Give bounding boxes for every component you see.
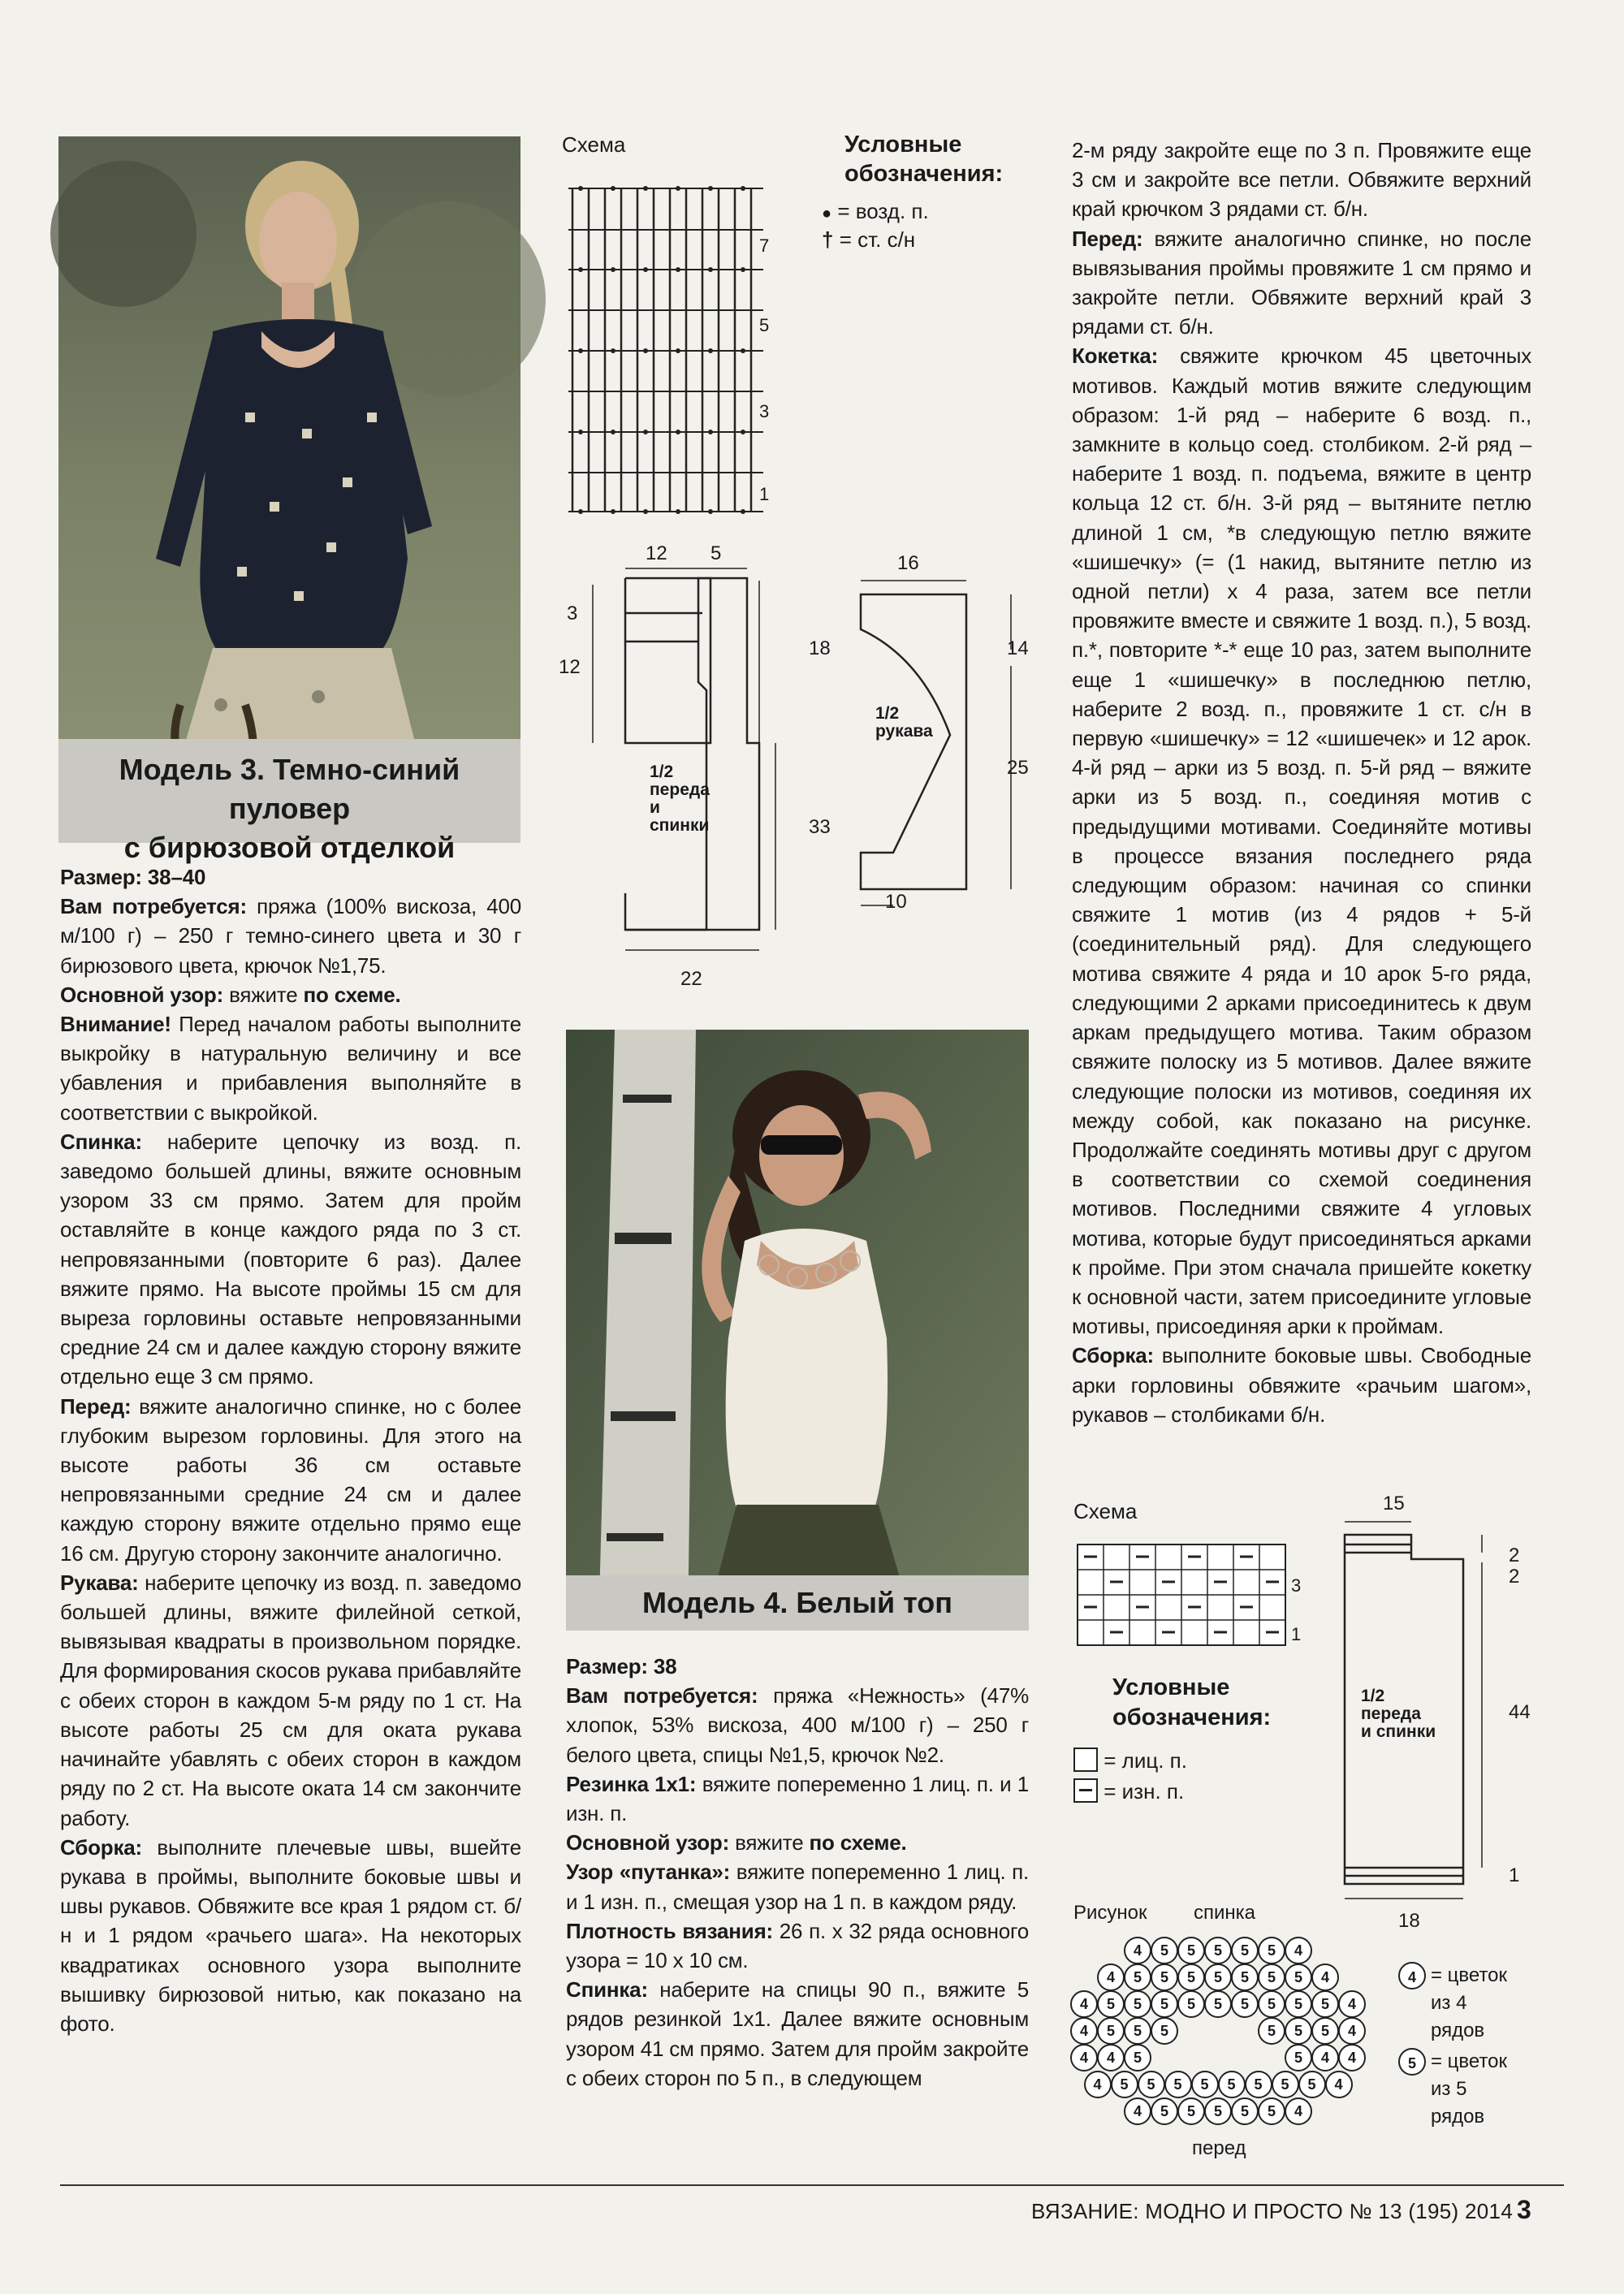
motif-4-circle: 4 <box>1311 1964 1339 1991</box>
model4-density-text: 26 п. х 32 ряда основного узора = 10 х 10 см. <box>566 1918 1029 1973</box>
motif-5-circle: 5 <box>1097 1990 1125 2018</box>
drawing-bottom: перед <box>1192 2137 1246 2159</box>
col3-yoke-label: Кокетка: <box>1072 343 1159 369</box>
motif-5-circle: 5 <box>1177 2097 1205 2125</box>
motif-5-circle: 5 <box>1151 1990 1178 2018</box>
motif-5-circle: 5 <box>1177 1990 1205 2018</box>
pattern1-drawing <box>560 536 1064 991</box>
model4-back <box>566 1975 1029 2093</box>
motif-4-icon: 4 <box>1398 1962 1426 1989</box>
motif-5-circle: 5 <box>1151 1964 1178 1991</box>
scheme2-dim-2a: 2 <box>1509 1544 1520 1566</box>
col3-assembly-label: Сборка: <box>1072 1343 1154 1368</box>
scheme1-title: Схема <box>562 132 626 157</box>
model4-tangle <box>566 1857 1029 1916</box>
model3-front-text: вяжите аналогично спинке, но с более глубоким вырезом горловины. Для этого на высоте работы 36 см оставьте непровязанными средние 24 см и далее каждую сторону вяжите отдельно прямо еще 16 см. Другую сторону закончите аналогично. <box>60 1393 521 1566</box>
motif-4-circle: 4 <box>1124 2097 1151 2125</box>
legend4-text3: рядов <box>1431 2020 1485 2041</box>
motif-4-circle: 4 <box>1338 1990 1366 2018</box>
scheme2-dim-18: 18 <box>1398 1910 1420 1932</box>
motif-5-circle: 5 <box>1218 2071 1246 2098</box>
motif-5-circle: 5 <box>1204 1964 1232 1991</box>
pattern2-body-label <box>1361 1687 1436 1741</box>
scheme2-legend-title1: Условные <box>1112 1674 1230 1700</box>
model3-size <box>60 862 521 892</box>
column-2 <box>566 1652 1029 2093</box>
legend5-text2: из 5 <box>1431 2078 1467 2100</box>
scheme1-legend-title2: обозначения: <box>844 161 1004 187</box>
motif-5-circle: 5 <box>1272 2071 1299 2098</box>
pattern1-sleeve-l2: рукава <box>875 722 933 741</box>
model4-back-label: Спинка: <box>566 1977 648 2002</box>
model4-density-label: Плотность вязания: <box>566 1918 773 1943</box>
pattern1-dim-25: 25 <box>1007 757 1029 779</box>
motif-5-circle: 5 <box>1258 1990 1285 2018</box>
pattern1-dim-33: 33 <box>809 816 831 838</box>
purl-box-icon <box>1073 1778 1098 1803</box>
legend4-text1: = цветок <box>1431 1964 1508 1986</box>
model4-pattern-bold: по схеме. <box>809 1830 907 1856</box>
scheme1-legend-title1: Условные <box>844 132 962 158</box>
model4-photo-image <box>566 1030 1029 1631</box>
motif-5-circle: 5 <box>1204 1937 1232 1964</box>
model4-pattern <box>566 1828 1029 1857</box>
motif-5-circle: 5 <box>1151 2017 1178 2045</box>
drawing-title-left: Рисунок <box>1073 1902 1147 1924</box>
pattern1-sleeve-l1: 1/2 <box>875 704 900 723</box>
legend5-text3: рядов <box>1431 2106 1485 2128</box>
scheme2-row-3: 3 <box>1291 1575 1302 1596</box>
model4-density <box>566 1916 1029 1975</box>
motif-5-circle: 5 <box>1285 1990 1312 2018</box>
column-1 <box>60 862 521 2038</box>
pattern2-body-l2: переда <box>1361 1704 1421 1723</box>
pattern1-sleeve-label <box>875 705 933 741</box>
pattern1-dim-22: 22 <box>680 968 702 990</box>
model3-back <box>60 1127 521 1392</box>
drawing-title-right: спинка <box>1194 1902 1256 1924</box>
model4-caption: Модель 4. Белый топ <box>566 1575 1029 1631</box>
col3-yoke <box>1072 341 1531 1341</box>
model3-pattern-bold: по схеме. <box>303 982 401 1007</box>
model3-size-value: 38–40 <box>147 865 206 889</box>
pattern1-body-l3: и <box>650 798 660 817</box>
model3-back-text: наберите цепочку из возд. п. заведомо большей длины, вяжите основным узором 33 см прямо. Затем для пройм оставляйте в конце каждого ряда по 3 ст. непровязанными (повторите 6 раз). Далее вяжите прямо. На высоте проймы 15 см для выреза горловины оставьте непровязанными средние 24 см и далее каждую сторону вяжите отдельно еще 3 см прямо. <box>60 1129 521 1389</box>
motif-5-circle: 5 <box>1231 1937 1259 1964</box>
legend-4 <box>1398 1962 1507 2045</box>
model3-front-label: Перед: <box>60 1393 132 1419</box>
pattern1-body-l4: спинки <box>650 816 710 835</box>
motif-5-circle: 5 <box>1258 2017 1285 2045</box>
model4-need-text: пряжа «Нежность» (47% хлопок, 53% вискоза, 400 м/100 г) – 250 г белого цвета, спицы №1,5, крючок №2. <box>566 1683 1030 1767</box>
motif-5-circle: 5 <box>1311 2017 1339 2045</box>
model4-rib <box>566 1769 1029 1828</box>
scheme2-row-1: 1 <box>1291 1624 1302 1644</box>
model3-size-label: Размер: <box>60 865 142 889</box>
motif-5-circle: 5 <box>1151 2097 1178 2125</box>
motif-4-circle: 4 <box>1285 2097 1312 2125</box>
motif-4-circle: 4 <box>1070 2017 1098 2045</box>
model4-photo <box>566 1030 1029 1631</box>
col3-front <box>1072 224 1531 342</box>
col3-yoke-text: свяжите крючком 45 цветочных мотивов. Каждый мотив вяжите следующим образом: 1-й ряд – наберите 6 возд. п., замкните в кольцо соед. столбиком. 2-й ряд – наберите 1 возд. п. подъема, вяжите в центр кольца 12 ст. б/н. 3-й ряд – вытяните петлю длиной 1 см, *в следующую петлю вяжите «шишечку» (= (1 накид, вытяните петлю из одной петли) х 4 раза, затем все петли провяжите вместе и свяжите 1 возд. п.), 5 возд. п.*, повторите *-* еще 10 раз, затем выполните еще 1 «шишечку» в последнюю петлю, наберите 2 возд. п., провяжите 1 ст. с/н в первую «шишечку» = 12 «шишечек» и 12 арок. 4-й ряд – арки из 5 возд. п. 5-й ряд – вяжите арки из 5 возд. п., соединяя мотив с предыдущими мотивами. Соединяйте мотивы в процессе вязания последнего ряда следующим образом: начиная со спинки свяжите 1 мотив (из 4 рядов + 5-й (соединительный ряд). Для следующего мотива свяжите 4 ряда и 10 арок 5-го ряда, следующими 2 арками присоединитесь к двум аркам предыдущего мотива. Таким образом свяжите полоску из 5 мотивов. Далее вяжите следующие полоски из мотивов, соединяя их между собой, как показано на рисунке. Продолжайте соединять мотивы друг с другом в соответствии со схемой соединения мотивов. Последними свяжите 4 угловых мотива, которые будут присоединяться арками к пройме. При этом сначала пришейте кокетку к основной части, затем присоедините угловые мотивы, присоединяя арки к проймам. <box>1072 343 1531 1339</box>
pattern1-dim-5: 5 <box>710 542 722 564</box>
motif-5-circle: 5 <box>1097 2017 1125 2045</box>
col3-front-text: вяжите аналогично спинке, но после вывязывания проймы провяжите 1 см прямо и закройте петли. Обвяжите верхний край 3 рядами ст. б/н. <box>1072 226 1531 339</box>
scheme1-row-1: 1 <box>759 484 770 504</box>
scheme1-row-7: 7 <box>759 235 770 256</box>
scheme2-legend-title2: обозначения: <box>1112 1704 1272 1730</box>
motif-5-circle: 5 <box>1231 1990 1259 2018</box>
scheme1-row-3: 3 <box>759 401 770 421</box>
column-3 <box>1072 136 1531 1429</box>
motif-5-circle: 5 <box>1138 2071 1165 2098</box>
motif-4-circle: 4 <box>1338 2017 1366 2045</box>
model4-size-value: 38 <box>653 1654 677 1678</box>
scheme1-legend-ch <box>822 199 929 224</box>
pattern1-dim-3: 3 <box>567 603 578 624</box>
pattern2-body-l1: 1/2 <box>1361 1687 1385 1705</box>
motif-5-circle: 5 <box>1231 2097 1259 2125</box>
scheme1-legend-title <box>844 130 1003 188</box>
model4-need <box>566 1681 1029 1769</box>
motif-5-icon: 5 <box>1398 2048 1426 2076</box>
scheme1-row-5: 5 <box>759 315 770 335</box>
motif-5-circle: 5 <box>1177 1937 1205 1964</box>
model3-need-text: пряжа (100% вискоза, 400 м/100 г) – 250 г темно-синего цвета и 30 г бирюзового цвета, крючок №1,75. <box>60 894 521 978</box>
model4-need-label: Вам потребуется: <box>566 1683 758 1709</box>
knit-box-icon <box>1073 1748 1098 1772</box>
scheme1-chart <box>564 179 775 520</box>
motif-5-circle: 5 <box>1258 2097 1285 2125</box>
motif-5-circle: 5 <box>1231 1964 1259 1991</box>
col3-assembly-text: выполните боковые швы. Свободные арки горловины обвяжите «рачьим шагом», рукавов – столбиками б/н. <box>1072 1343 1531 1427</box>
col3-assembly <box>1072 1341 1531 1429</box>
motif-4-circle: 4 <box>1097 2044 1125 2072</box>
pattern1-dim-16: 16 <box>897 552 919 574</box>
model3-photo <box>58 136 520 864</box>
model3-need <box>60 892 521 980</box>
scheme2-dim-1: 1 <box>1509 1864 1520 1886</box>
dc-symbol-icon: † <box>822 227 834 252</box>
model3-front <box>60 1392 521 1568</box>
motif-5-circle: 5 <box>1124 1990 1151 2018</box>
motif-4-circle: 4 <box>1285 1937 1312 1964</box>
motif-5-circle: 5 <box>1204 1990 1232 2018</box>
model3-attention <box>60 1009 521 1127</box>
scheme1-legend-dc <box>822 227 915 253</box>
motif-4-circle: 4 <box>1338 2044 1366 2072</box>
model4-back-text: наберите на спицы 90 п., вяжите 5 рядов резинкой 1х1. Далее вяжите основным узором 41 см прямо. Затем для пройм закройте с обеих сторон по 5 п., в следующем <box>566 1977 1029 2090</box>
model3-pattern <box>60 980 521 1009</box>
motif-5-circle: 5 <box>1298 2071 1326 2098</box>
motif-5-circle: 5 <box>1258 1937 1285 1964</box>
legend4-text2: из 4 <box>1431 1992 1467 2014</box>
model4-tangle-text: вяжите попеременно 1 лиц. п. и 1 изн. п., смещая узор на 1 п. в каждом ряду. <box>566 1860 1030 1914</box>
motif-5-circle: 5 <box>1285 2044 1312 2072</box>
motif-5-circle: 5 <box>1204 2097 1232 2125</box>
col3-cont: 2-м ряду закройте еще по 3 п. Провяжите еще 3 см и закройте все петли. Обвяжите верхний край крючком 3 рядами ст. б/н. <box>1072 138 1531 222</box>
scheme1-legend-ch-text: = возд. п. <box>837 199 929 223</box>
pattern1-dim-14: 14 <box>1007 637 1029 659</box>
model3-pattern-label: Основной узор: <box>60 982 224 1007</box>
motif-5-circle: 5 <box>1124 2017 1151 2045</box>
legend-5 <box>1398 2048 1507 2131</box>
motif-5-circle: 5 <box>1191 2071 1219 2098</box>
scheme2-chart <box>1076 1543 1287 1648</box>
scheme2-legend-k <box>1073 1748 1187 1773</box>
model4-pattern-label: Основной узор: <box>566 1830 730 1856</box>
model3-back-label: Спинка: <box>60 1129 142 1154</box>
motif-5-circle: 5 <box>1151 1937 1178 1964</box>
motif-4-circle: 4 <box>1084 2071 1112 2098</box>
footer-magazine: ВЯЗАНИЕ: МОДНО И ПРОСТО № 13 (195) 2014 <box>1031 2199 1514 2223</box>
motif-5-circle: 5 <box>1124 2044 1151 2072</box>
model4-rib-label: Резинка 1х1: <box>566 1771 697 1796</box>
model4-size-label: Размер: <box>566 1654 648 1678</box>
model4-tangle-label: Узор «путанка»: <box>566 1860 731 1885</box>
scheme2-dim-44: 44 <box>1509 1701 1531 1723</box>
model3-sleeves-text: наберите цепочку из возд. п. заведомо большей длины, вяжите филейной сеткой, вывязывая квадраты в произвольном порядке. Для формирования скосов рукава прибавляйте с обеих сторон в каждом 5-м ряду по 1 ст. На высоте работы 25 см для оката рукава начинайте убавлять с обеих сторон в каждом ряду по 2 ст. На высоте оката 14 см закончите работу. <box>60 1570 521 1830</box>
motif-5-circle: 5 <box>1285 2017 1312 2045</box>
model4-pattern-text: вяжите <box>735 1830 804 1856</box>
legend5-text1: = цветок <box>1431 2050 1508 2072</box>
motif-5-circle: 5 <box>1164 2071 1192 2098</box>
footer-page-number: 3 <box>1517 2195 1531 2224</box>
motif-4-circle: 4 <box>1097 1964 1125 1991</box>
motif-5-circle: 5 <box>1285 1964 1312 1991</box>
model3-attention-text: Перед началом работы выполните выкройку в натуральную величину и все убавления и прибавления выполняйте в соответствии с выкройкой. <box>60 1012 521 1125</box>
footer-rule <box>60 2184 1564 2186</box>
scheme2-legend-p <box>1073 1778 1184 1804</box>
model4-rib-text: вяжите попеременно 1 лиц. п. и 1 изн. п. <box>566 1771 1029 1826</box>
model3-assembly-text: выполните плечевые швы, вшейте рукава в проймы, выполните боковые швы и швы рукавов. Обвяжите все края 1 рядом ст. б/н и 1 рядом «рачьего шага». На некоторых квадратиках основного узора выполните вышивку бирюзовой нитью, как показано на фото. <box>60 1834 521 2036</box>
model3-photo-image <box>58 136 520 843</box>
motif-4-circle: 4 <box>1311 2044 1339 2072</box>
pattern1-dim-12: 12 <box>646 542 667 564</box>
model3-sleeves <box>60 1568 521 1833</box>
scheme2-dim-2b: 2 <box>1509 1566 1520 1588</box>
model3-assembly-label: Сборка: <box>60 1834 142 1860</box>
chain-symbol-icon: ● <box>822 205 832 222</box>
model3-caption-line2: с бирюзовой отделкой <box>123 831 456 864</box>
model3-pattern-text: вяжите <box>229 982 298 1007</box>
scheme1-legend-dc-text: = ст. с/н <box>839 227 916 252</box>
scheme2-title: Схема <box>1073 1499 1138 1523</box>
model3-caption-line1: Модель 3. Темно-синий пуловер <box>119 753 460 825</box>
model3-need-label: Вам потребуется: <box>60 894 247 919</box>
pattern1-body-l1: 1/2 <box>650 763 674 781</box>
motif-4-circle: 4 <box>1325 2071 1353 2098</box>
motif-5-circle: 5 <box>1111 2071 1138 2098</box>
motif-4-circle: 4 <box>1124 1937 1151 1964</box>
scheme2-legend-k-text: = лиц. п. <box>1104 1748 1187 1773</box>
motif-4-circle: 4 <box>1070 2044 1098 2072</box>
model3-assembly <box>60 1833 521 2038</box>
motif-5-circle: 5 <box>1311 1990 1339 2018</box>
model4-size <box>566 1652 1029 1681</box>
pattern1-body-l2: переда <box>650 780 710 799</box>
pattern1-dim-12b: 12 <box>559 656 581 678</box>
col3-front-label: Перед: <box>1072 226 1143 251</box>
model3-attention-label: Внимание! <box>60 1012 171 1037</box>
pattern2-body-l3: и спинки <box>1361 1722 1436 1741</box>
scheme2-dim-15: 15 <box>1383 1493 1405 1514</box>
motif-5-circle: 5 <box>1245 2071 1272 2098</box>
model3-caption <box>58 739 520 864</box>
motif-4-circle: 4 <box>1070 1990 1098 2018</box>
motif-5-circle: 5 <box>1177 1964 1205 1991</box>
pattern1-dim-10: 10 <box>885 891 907 913</box>
pattern1-body-label <box>650 763 710 835</box>
scheme2-legend-title <box>1112 1673 1271 1733</box>
model3-sleeves-label: Рукава: <box>60 1570 139 1595</box>
motif-5-circle: 5 <box>1124 1964 1151 1991</box>
scheme2-legend-p-text: = изн. п. <box>1104 1779 1185 1804</box>
motif-5-circle: 5 <box>1258 1964 1285 1991</box>
motif-layout <box>1070 1937 1395 2132</box>
pattern1-dim-18: 18 <box>809 637 831 659</box>
